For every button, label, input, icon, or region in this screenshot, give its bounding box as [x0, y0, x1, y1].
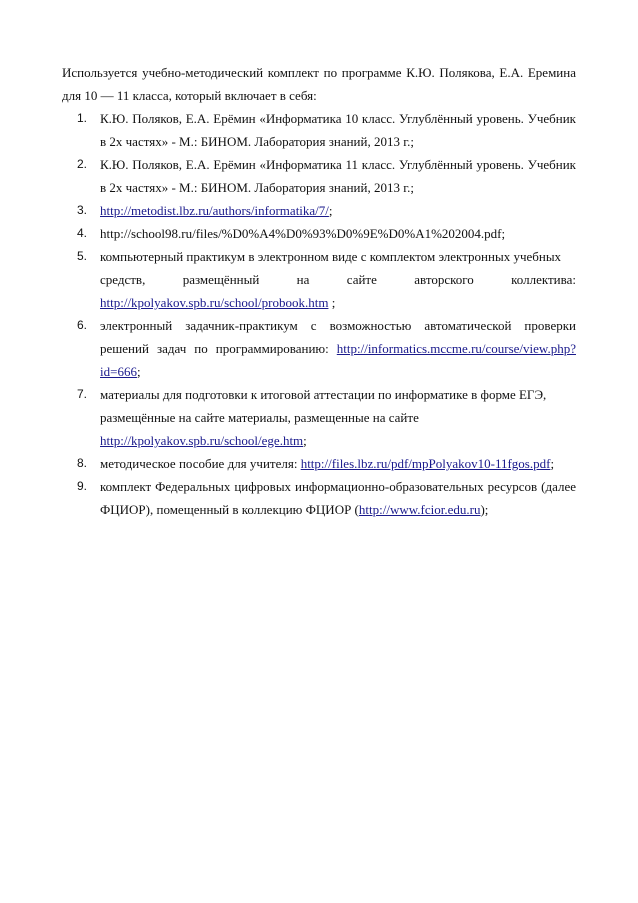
item-text: комплект Федеральных цифровых информационно-образовательных ресурсов (далее ФЦИОР), помещенный в коллекцию ФЦИОР (	[100, 479, 576, 517]
list-item	[62, 222, 576, 245]
list-number: 8.	[77, 456, 88, 470]
list-item	[62, 245, 576, 314]
item-text: ;	[328, 295, 336, 310]
item-text: электронный задачник-практикум с возможностью автоматической проверки решений задач по программированию:	[100, 318, 576, 356]
item-text: средств, размещённый на сайте авторского коллектива:	[100, 272, 576, 287]
list-number: 9.	[77, 479, 88, 493]
probook-link[interactable]: http://kpolyakov.spb.ru/school/probook.htm	[100, 295, 329, 310]
item-text: К.Ю. Поляков, Е.А. Ерёмин «Информатика 10 класс. Углублённый уровень. Учебник в 2х частях» - М.: БИНОМ. Лаборатория знаний, 2013 г.;	[100, 111, 576, 149]
list-item	[62, 153, 576, 199]
item-text: http://school98.ru/files/%D0%A4%D0%93%D0%9E%D0%A1%202004.pdf;	[100, 226, 506, 241]
item-text: );	[480, 502, 489, 517]
list-item	[62, 452, 576, 475]
list-number: 7.	[77, 387, 88, 401]
item-text: ;	[550, 456, 555, 471]
list-number: 2.	[77, 157, 88, 171]
resource-list	[62, 107, 576, 521]
fcior-link[interactable]: http://www.fcior.edu.ru	[358, 502, 481, 517]
item-text: ;	[136, 364, 141, 379]
item-text: ;	[303, 433, 307, 448]
item-text: методическое пособие для учителя:	[100, 456, 301, 471]
item-text: ;	[328, 203, 333, 218]
document-page	[62, 61, 576, 521]
item-text: материалы для подготовки к итоговой аттестации по информатике в форме ЕГЭ,	[100, 387, 547, 402]
ege-link[interactable]: http://kpolyakov.spb.ru/school/ege.htm	[100, 433, 304, 448]
list-number: 1.	[77, 111, 88, 125]
item-text: К.Ю. Поляков, Е.А. Ерёмин «Информатика 11 класс. Углублённый уровень. Учебник в 2х частях» - М.: БИНОМ. Лаборатория знаний, 2013 г.;	[100, 157, 576, 195]
item-text: компьютерный практикум в электронном виде с комплектом электронных учебных	[100, 249, 562, 264]
list-number: 4.	[77, 226, 88, 240]
intro-paragraph: Используется учебно-методический комплект по программе К.Ю. Полякова, Е.А. Еремина для 10 — 11 класса, который включает в себя:	[62, 65, 576, 103]
list-item	[62, 383, 576, 452]
list-number: 3.	[77, 203, 88, 217]
informatics-link[interactable]: http://informatics.mccme.ru/course/view.php?id=666	[100, 341, 576, 379]
list-item	[62, 475, 576, 521]
list-number: 6.	[77, 318, 88, 332]
metodist-link[interactable]: http://metodist.lbz.ru/authors/informatika/7/	[100, 203, 329, 218]
list-item	[62, 314, 576, 383]
item-text: размещённые на сайте материалы, размещенные на сайте	[100, 410, 419, 425]
list-item	[62, 107, 576, 153]
list-item	[62, 199, 576, 222]
list-number: 5.	[77, 249, 88, 263]
mp-polyakov-link[interactable]: http://files.lbz.ru/pdf/mpPolyakov10-11fgos.pdf	[300, 456, 551, 471]
